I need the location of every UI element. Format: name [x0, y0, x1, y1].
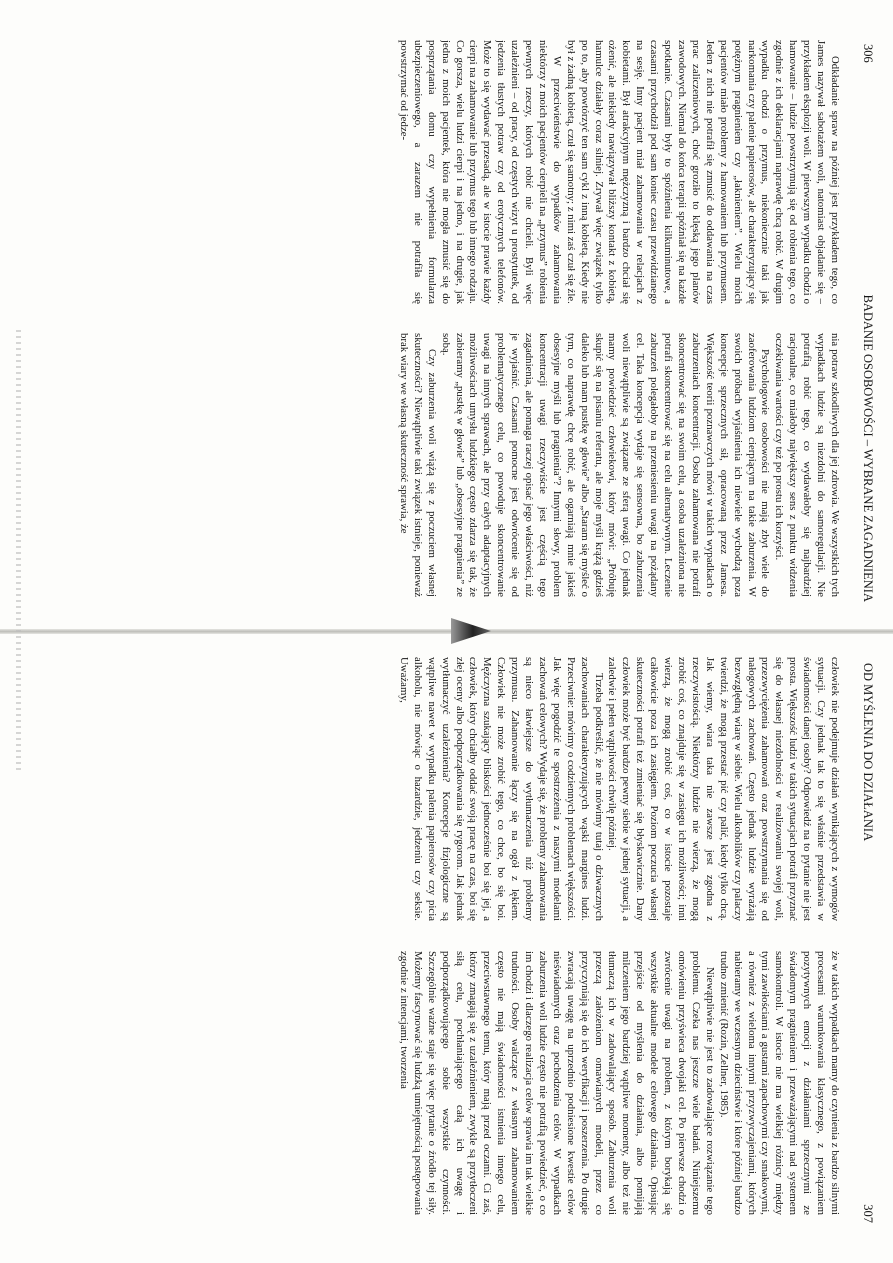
page-number-right: 307: [861, 1204, 875, 1223]
paragraph: Czy zaburzenia woli wiążą się z poczuciem własnej skuteczności? Niewątpliwie taki związek istnieje, ponieważ brak wiary we własną skuteczność sprawia, że: [397, 333, 438, 597]
paragraph: Niewątpliwie nie jest to zadowalające rozwiązanie tego problemu. Czeka nas jeszcze wiele badań. Niniejszemu omówieniu przyświeca dwojaki cel. Po pierwsze chodzi o zwrócenie uwagi na problem, z którym borykają się wszystkie aktualne modele celowego działania. Opisując przejście od myślenia do działania, albo pomijają milczeniem jego bardziej wątpliwe momenty, albo też nie tłumaczą ich w zadowalający sposób. Zaburzenia woli przeczą założeniom omawianych modeli, przez co przyczyniają się do ich weryfikacji i poszerzenia. Po drugie zwracają uwagę na uprzednio podniesione kwestie celów nieświadomych oraz pochodzenia celów. W wypadkach zaburzenia woli ludzie często nie potrafią powiedzieć, o co im chodzi i dlaczego realizacja celów sprawia im tak wielkie trudności. Osoby walczące z własnym zahamowaniem często nie mają świadomości istnienia innego celu, przeciwstawnego temu, który mają przed oczami. Ci zaś, którzy zmagają się z uzależnieniem, zwykle są przytłoczeni siłą celu, pochłaniającego całą ich uwagę i podporządkowującego sobie wszystkie czynności. Szczególnie ważne staje się więc pytanie o źródło tej siły. Możemy fascynować się ludzką umiejętnością postępowania zgodnie z intencjami, tworzenia: [397, 951, 716, 1215]
paragraph: Odkładanie spraw na później jest przykładem tego, co James nazywał sabotażem woli, natomiast objadanie się – przykładem eksplozji woli. W pierwszym wypadku chodzi o hamowanie – ludzie powstrzymują się od robienia tego, co zgodnie z ich deklaracjami naprawdę chcą robić. W drugim wypadku chodzi o przymus, niekoniecznie taki jak narkomania czy palenie papierosów, ale charakteryzujący się potężnym pragnieniem czy „łaknieniem”. Wielu moich pacjentów miało problemy z hamowaniem lub przymusem. Jeden z nich nie potrafił się zmusić do oddawania na czas prac zaliczeniowych, choć groziło to klęską jego planów zawodowych. Niemal do końca terapii spóźniał się na każde spotkanie. Czasami były to spóźnienia kilkuminutowe, a czasami przychodził pod sam koniec czasu przewidzianego na sesję. Inny pacjent miał zahamowania w relacjach z kobietami. Był atrakcyjnym mężczyzną i bardzo chciał się ożenić, ale niekiedy nawiązywał bliższy kontakt z kobietą, hamulce działały coraz silniej. Zrywał więc związek tylko po to, aby powtórzyć ten sam cykl z inną kobietą. Kiedy nie był z żadną kobietą, czuł się samotny; z nimi zaś czuł się źle.: [564, 40, 841, 304]
paragraph: człowiek nie podejmuje działań wynikających z wymogów sytuacji. Czy jednak tak to się właśnie przedstawia w świadomości danej osoby? Odpowiedź na to pytanie nie jest prosta. Większość ludzi w takich sytuacjach potrafi przyznać się do własnej niezdolności w realizowaniu swojej woli, przezwyciężenia zahamowań oraz powstrzymania się od nałogowych zachowań. Często jednak ludzie wyrażają bezwzględną wiarę w siebie. Wielu alkoholików czy palaczy twierdzi, że mogą przestać pić czy palić, kiedy tylko chcą. Jak wiemy, wiara taka nie zawsze jest zgodna z rzeczywistością. Niektórzy ludzie nie wierzą, że mogą zrobić coś, co znajduje się w zasięgu ich możliwości; inni wierzą, że mogą zrobić coś, co w istocie pozostaje całkowicie poza ich zasięgiem. Poziom poczucia własnej skuteczności potrafi też zmieniać się błyskawicznie. Dany człowiek może być bardzo pewny siebie w jednej sytuacji, a zaledwie i pełen wątpliwości chwilę później.: [606, 657, 841, 921]
left-page-column-1: [33, 40, 841, 304]
running-head-right: OD MYŚLENIA DO DZIAŁANIA: [861, 663, 875, 842]
paragraph: W przeciwieństwie do wypadków zahamowania niektórzy z moich pacjentów cierpieli na „przymus” robienia pewnych rzeczy, których robić nie chcieli. Byli więc uzależnieni – od pracy, od częstych wizyt u prostytutek, od jedzenia tłustych potraw czy od erotycznych telefonów. Może to się wydawać przesadą, ale w istocie prawie każdy cierpi na zahamowanie lub przymus tego lub innego rodzaju. Co gorsza, wielu ludzi cierpi i na jedno, i na drugie, jak jedna z moich pacjentek, która nie mogła zmusić się do posprzątania domu czy wypełnienia formularza ubezpieczeniowego, a zarazem nie potrafiła się powstrzymać od jedze-: [397, 40, 563, 304]
right-page-column-1: [33, 657, 841, 921]
left-page: [0, 0, 893, 630]
paragraph: Trzeba podkreślić, że nie mówimy tutaj o dziwacznych zachowaniach charakteryzujących wąski margines ludzi. Przeciwnie: mówimy o codziennych problemach większości. Jak więc pogodzić te spostrzeżenia z naszymi modelami zachowań celowych? Wydaje się, że problemy zahamowania są nieco łatwiejsze do wytłumaczenia niż problemy przymusu. Zahamowanie łączy się na ogół z lękiem. Człowiek nie może zrobić tego, co chce, bo się boi. Mężczyzna szukający bliskości jednocześnie boi się jej, a człowiek, który chciałby oddać swoją pracę na czas, boi się złej oceny albo podporządkowania się rygorom. Jak jednak wytłumaczyć uzależnienia? Koncepcje fizjologiczne są wątpliwe nawet w wypadku palenia papierosów czy picia alkoholu, nie mówiąc o hazardzie, jedzeniu czy seksie. Uważamy,: [397, 657, 605, 921]
paragraph: nia potraw szkodliwych dla jej zdrowia. We wszystkich tych wypadkach ludzie są niezdolni do samoregulacji. Nie potrafią robić tego, co wydawałoby się najbardziej racjonalne, co miałoby największy sens z punktu widzenia oczekiwania wartości czy też po prostu ich korzyści.: [773, 333, 841, 597]
page-number-left: 306: [861, 44, 875, 63]
left-page-column-2: [33, 333, 841, 597]
scan-dotted-line: [16, 330, 21, 770]
right-page-column-2: [33, 951, 841, 1215]
running-head-left: BADANIE OSOBOWOŚCI – WYBRANE ZAGADNIENIA: [861, 294, 875, 602]
paragraph: że w takich wypadkach mamy do czynienia z bardzo silnymi procesami warunkowania klasycznego, z powiązaniem pozytywnych emocji z działaniami sprzecznymi ze świadomym pragnieniem i przeważającymi nad systemem samokontroli. W istocie nie ma wielkiej różnicy między tymi zawiłościami a gustami zapachowymi czy smakowymi, a również z wieloma innymi przyzwyczajeniami, których nabieramy we wczesnym dzieciństwie i które później bardzo trudno zmienić (Rozin, Zellner, 1985).: [717, 951, 841, 1215]
paragraph: Psychologowie osobowości nie mają zbyt wiele do zaoferowania ludziom cierpiącym na takie zaburzenia. W swoich próbach wyjaśnienia ich niewiele wychodzą poza koncepcje sprzecznych sił, opracowaną przez Jamesa. Większość teorii poznawczych mówi w takich wypadkach o zaburzeniach koncentracji. Osoba zahamowana nie potrafi skoncentrować się na swoim celu, a osoba uzależniona nie potrafi skoncentrować się na celu alternatywnym. Leczenie zaburzeń polegałoby na przeniesieniu uwagi na pożądany cel. Taka koncepcja wydaje się sensowna, bo zaburzenia woli niewątpliwie są związane ze sferą uwagi. Co jednak mamy powiedzieć człowiekowi, który mówi: „Próbuję skupić się na pisaniu referatu, ale moje myśli krążą gdzieś daleko lub mam pustkę w głowie” albo „Staram się myśleć o tym, co naprawdę chcę robić, ale ogarniają mnie jakieś obsesyjne myśli lub pragnienia”? Innymi słowy, problem koncentracji uwagi rzeczywiście jest częścią tego zagadnienia, ale pomaga raczej opisać jego właściwości, niż je wyjaśnić. Czasami pomocne jest odwrócenie się od problematycznego celu, co powoduje skoncentrowanie uwagi na innych sprawach, ale przy całych adaptacyjnych możliwościach umysłu ludzkiego często zdarza się tak, że zabieramy „pustkę w głowie” lub „obsesyjne pragnienia” ze sobą.: [439, 333, 772, 597]
right-page: [0, 633, 893, 1263]
